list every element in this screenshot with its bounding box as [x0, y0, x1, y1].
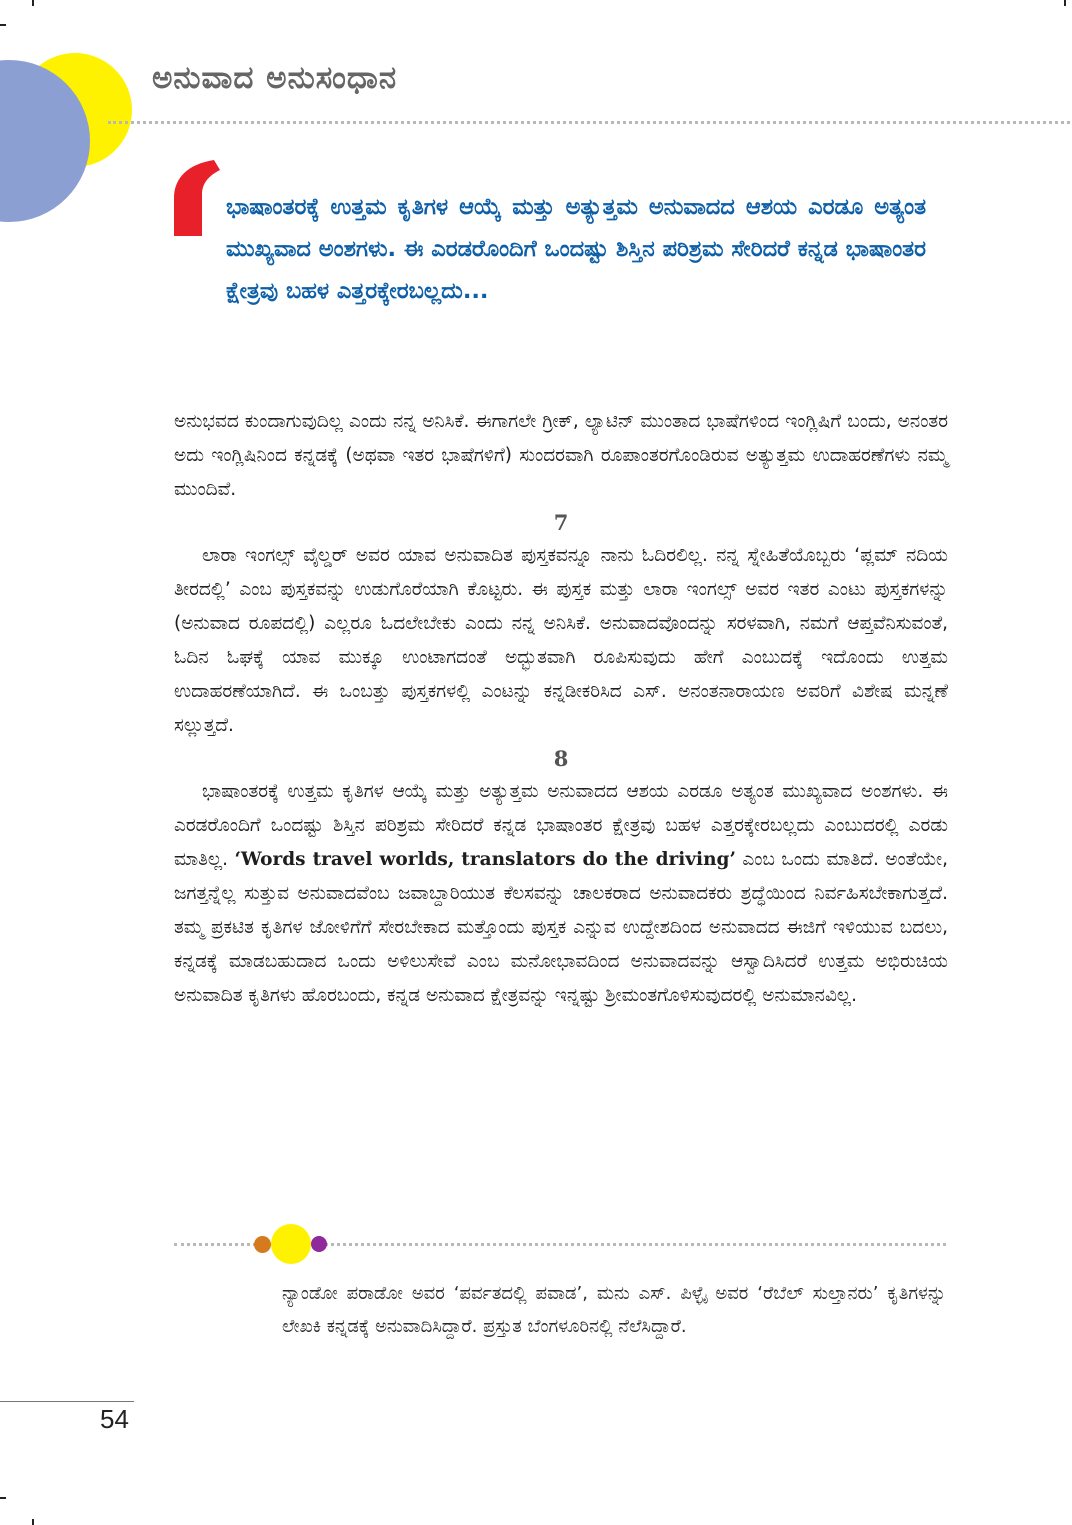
crop-mark-bottom-left	[0, 1497, 6, 1499]
crop-mark-top-left	[0, 24, 6, 26]
article-body	[174, 405, 948, 1013]
header-dotted-rule	[108, 121, 1070, 124]
crop-mark-top-right	[1064, 0, 1066, 6]
section-number-8: 8	[553, 746, 569, 771]
section-number-7: 7	[553, 510, 569, 535]
crop-mark-top-left-vertical	[32, 0, 34, 6]
english-quote: ‘Words travel worlds, translators do the driving’	[234, 849, 736, 870]
decor-dot-yellow	[271, 1224, 311, 1264]
page-number: 54	[100, 1404, 129, 1434]
page-number-rule	[0, 1401, 134, 1402]
crop-mark-bottom-left-vertical	[32, 1519, 34, 1525]
decor-dot-purple	[311, 1236, 327, 1252]
section-8-paragraph	[174, 775, 948, 1013]
decor-dot-orange	[254, 1236, 271, 1253]
author-bio-note: ನ್ಯಾಂಡೋ ಪರಾಡೋ ಅವರ ‘ಪರ್ವತದಲ್ಲಿ ಪವಾಡ’, ಮನು ಎಸ್. ಪಿಳ್ಳೈ ಅವರ ‘ರೆಬೆಲ್ ಸುಲ್ತಾನರು’ ಕೃತಿಗಳನ್ನು ಲೇಖಕಿ ಕನ್ನಡಕ್ಕೆ ಅನುವಾದಿಸಿದ್ದಾರೆ. ಪ್ರಸ್ತುತ ಬೆಂಗಳೂರಿನಲ್ಲಿ ನೆಲೆಸಿದ್ದಾರೆ.	[282, 1283, 946, 1337]
section-7-paragraph: ಲಾರಾ ಇಂಗಲ್ಸ್ ವೈಲ್ಡರ್ ಅವರ ಯಾವ ಅನುವಾದಿತ ಪುಸ್ತಕವನ್ನೂ ನಾನು ಓದಿರಲಿಲ್ಲ. ನನ್ನ ಸ್ನೇಹಿತೆಯೊಬ್ಬರು ‘ಪ್ಲಮ್ ನದಿಯ ತೀರದಲ್ಲಿ’ ಎಂಬ ಪುಸ್ತಕವನ್ನು ಉಡುಗೊರೆಯಾಗಿ ಕೊಟ್ಟರು. ಈ ಪುಸ್ತಕ ಮತ್ತು ಲಾರಾ ಇಂಗಲ್ಸ್ ಅವರ ಇತರ ಎಂಟು ಪುಸ್ತಕಗಳನ್ನು (ಅನುವಾದ ರೂಪದಲ್ಲಿ) ಎಲ್ಲರೂ ಓದಲೇಬೇಕು ಎಂದು ನನ್ನ ಅನಿಸಿಕೆ. ಅನುವಾದವೊಂದನ್ನು ಸರಳವಾಗಿ, ನಮಗೆ ಆಪ್ತವೆನಿಸುವಂತೆ, ಓದಿನ ಓಘಕ್ಕೆ ಯಾವ ಮುಕ್ಕೂ ಉಂಟಾಗದಂತೆ ಅದ್ಭುತವಾಗಿ ರೂಪಿಸುವುದು ಹೇಗೆ ಎಂಬುದಕ್ಕೆ ಇದೊಂದು ಉತ್ತಮ ಉದಾಹರಣೆಯಾಗಿದೆ. ಈ ಒಂಬತ್ತು ಪುಸ್ತಕಗಳಲ್ಲಿ ಎಂಟನ್ನು ಕನ್ನಡೀಕರಿಸಿದ ಎಸ್. ಅನಂತನಾರಾಯಣ ಅವರಿಗೆ ವಿಶೇಷ ಮನ್ನಣೆ ಸಲ್ಲುತ್ತದೆ.	[174, 545, 948, 736]
section-8-text-part2: ಎಂಬ ಒಂದು ಮಾತಿದೆ. ಅಂತೆಯೇ, ಜಗತ್ತನ್ನೆಲ್ಲ ಸುತ್ತುವ ಅನುವಾದವೆಂಬ ಜವಾಬ್ದಾರಿಯುತ ಕೆಲಸವನ್ನು ಚಾಲಕರಾದ ಅನುವಾದಕರು ಶ್ರದ್ಧೆಯಿಂದ ನಿರ್ವಹಿಸಬೇಕಾಗುತ್ತದೆ. ತಮ್ಮ ಪ್ರಕಟಿತ ಕೃತಿಗಳ ಜೋಳಿಗೆಗೆ ಸೇರಬೇಕಾದ ಮತ್ತೊಂದು ಪುಸ್ತಕ ಎನ್ನುವ ಉದ್ದೇಶದಿಂದ ಅನುವಾದದ ಈಜಿಗೆ ಇಳಿಯುವ ಬದಲು, ಕನ್ನಡಕ್ಕೆ ಮಾಡಬಹುದಾದ ಒಂದು ಅಳಿಲುಸೇವೆ ಎಂಬ ಮನೋಭಾವದಿಂದ ಅನುವಾದವನ್ನು ಆಸ್ವಾದಿಸಿದರೆ ಉತ್ತಮ ಅಭಿರುಚಿಯ ಅನುವಾದಿತ ಕೃತಿಗಳು ಹೊರಬಂದು, ಕನ್ನಡ ಅನುವಾದ ಕ್ಷೇತ್ರವನ್ನು ಇನ್ನಷ್ಟು ಶ್ರೀಮಂತಗೊಳಿಸುವುದರಲ್ಲಿ ಅನುಮಾನವಿಲ್ಲ.	[174, 849, 948, 1006]
pull-quote: ಭಾಷಾಂತರಕ್ಕೆ ಉತ್ತಮ ಕೃತಿಗಳ ಆಯ್ಕೆ ಮತ್ತು ಅತ್ಯುತ್ತಮ ಅನುವಾದದ ಆಶಯ ಎರಡೂ ಅತ್ಯಂತ ಮುಖ್ಯವಾದ ಅಂಶಗಳು. ಈ ಎರಡರೊಂದಿಗೆ ಒಂದಷ್ಟು ಶಿಸ್ತಿನ ಪರಿಶ್ರಮ ಸೇರಿದರೆ ಕನ್ನಡ ಭಾಷಾಂತರ ಕ್ಷೇತ್ರವು ಬಹಳ ಎತ್ತರಕ್ಕೇರಬಲ್ಲದು...	[226, 194, 926, 304]
section-8-text-part1: ಭಾಷಾಂತರಕ್ಕೆ ಉತ್ತಮ ಕೃತಿಗಳ ಆಯ್ಕೆ ಮತ್ತು ಅತ್ಯುತ್ತಮ ಅನುವಾದದ ಆಶಯ ಎರಡೂ ಅತ್ಯಂತ ಮುಖ್ಯವಾದ ಅಂಶಗಳು. ಈ ಎರಡರೊಂದಿಗೆ ಒಂದಷ್ಟು ಶಿಸ್ತಿನ ಪರಿಶ್ರಮ ಸೇರಿದರೆ ಕನ್ನಡ ಭಾಷಾಂತರ ಕ್ಷೇತ್ರವು ಬಹಳ ಎತ್ತರಕ್ಕೇರಬಲ್ಲದು ಎಂಬುದರಲ್ಲಿ ಎರಡು ಮಾತಿಲ್ಲ.	[174, 781, 948, 870]
intro-paragraph: ಅನುಭವದ ಕುಂದಾಗುವುದಿಲ್ಲ ಎಂದು ನನ್ನ ಅನಿಸಿಕೆ. ಈಗಾಗಲೇ ಗ್ರೀಕ್, ಲ್ಯಾಟಿನ್ ಮುಂತಾದ ಭಾಷೆಗಳಿಂದ ಇಂಗ್ಲಿಷಿಗೆ ಬಂದು, ಅನಂತರ ಅದು ಇಂಗ್ಲಿಷಿನಿಂದ ಕನ್ನಡಕ್ಕೆ (ಅಥವಾ ಇತರ ಭಾಷೆಗಳಿಗೆ) ಸುಂದರವಾಗಿ ರೂಪಾಂತರಗೊಂಡಿರುವ ಅತ್ಯುತ್ತಮ ಉದಾಹರಣೆಗಳು ನಮ್ಮ ಮುಂದಿವೆ.	[174, 411, 948, 500]
quote-mark-icon	[174, 160, 220, 236]
running-title: ಅನುವಾದ ಅನುಸಂಧಾನ	[152, 60, 398, 96]
